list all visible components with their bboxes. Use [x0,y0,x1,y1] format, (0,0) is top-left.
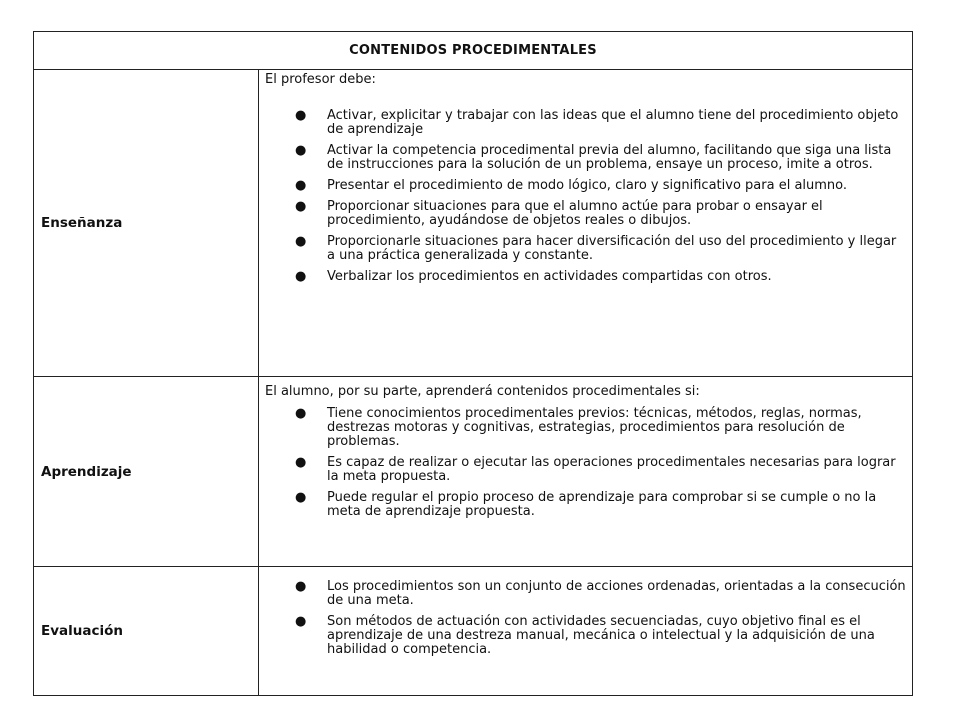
list-item-text: Es capaz de realizar o ejecutar las operaciones procedimentales necesarias para lograr la meta propuesta. [327,455,896,484]
list-item-text: Presentar el procedimiento de modo lógico, claro y significativo para el alumno. [327,178,848,193]
bullet-list [265,407,906,519]
list-item-text: Los procedimientos son un conjunto de acciones ordenadas, orientadas a la consecución de una meta. [327,579,906,608]
list-item [265,235,906,263]
list-item [265,456,906,484]
row-content [259,567,912,695]
table-title: CONTENIDOS PROCEDIMENTALES [34,32,912,70]
row-content [259,70,912,376]
row-label: Aprendizaje [34,377,259,566]
bullet-icon: ● [295,269,307,284]
list-item [265,109,906,137]
bullet-icon: ● [295,490,307,505]
bullet-list [265,580,906,657]
row-intro: El alumno, por su parte, aprenderá contenidos procedimentales si: [265,384,700,399]
bullet-icon: ● [295,199,307,214]
bullet-icon: ● [295,108,307,123]
list-item [265,200,906,228]
list-item-text: Proporcionar situaciones para que el alumno actúe para probar o ensayar el procedimiento, ayudándose de objetos reales o dibujos. [327,199,823,228]
bullet-icon: ● [295,406,307,421]
bullet-icon: ● [295,143,307,158]
row-aprendizaje [34,377,912,567]
bullet-icon: ● [295,178,307,193]
list-item [265,615,906,657]
row-intro: El profesor debe: [265,72,376,87]
row-content [259,377,912,566]
bullet-icon: ● [295,234,307,249]
list-item-text: Tiene conocimientos procedimentales previos: técnicas, métodos, reglas, normas, destrezas motoras y cognitivas, estrategias, procedimientos para resolución de problemas. [327,406,862,449]
row-label: Evaluación [34,567,259,695]
list-item-text: Verbalizar los procedimientos en actividades compartidas con otros. [327,269,772,284]
row-ensenanza [34,70,912,377]
list-item-text: Proporcionarle situaciones para hacer diversificación del uso del procedimiento y llegar a una práctica generalizada y constante. [327,234,897,263]
list-item-text: Puede regular el propio proceso de aprendizaje para comprobar si se cumple o no la meta de aprendizaje propuesta. [327,490,877,519]
list-item [265,270,906,284]
row-evaluacion [34,567,912,695]
row-label: Enseñanza [34,70,259,376]
list-item [265,144,906,172]
list-item-text: Son métodos de actuación con actividades secuenciadas, cuyo objetivo final es el aprendizaje de una destreza manual, mecánica o intelectual y la adquisición de una habilidad o competencia. [327,614,875,657]
list-item [265,407,906,449]
procedural-content-table [33,31,913,696]
bullet-icon: ● [295,614,307,629]
list-item-text: Activar la competencia procedimental previa del alumno, facilitando que siga una lista de instrucciones para la solución de un problema, ensaye un proceso, imite a otros. [327,143,892,172]
list-item [265,580,906,608]
list-item [265,491,906,519]
list-item-text: Activar, explicitar y trabajar con las ideas que el alumno tiene del procedimiento objeto de aprendizaje [327,108,899,137]
bullet-icon: ● [295,455,307,470]
bullet-icon: ● [295,579,307,594]
bullet-list [265,109,906,284]
list-item [265,179,906,193]
